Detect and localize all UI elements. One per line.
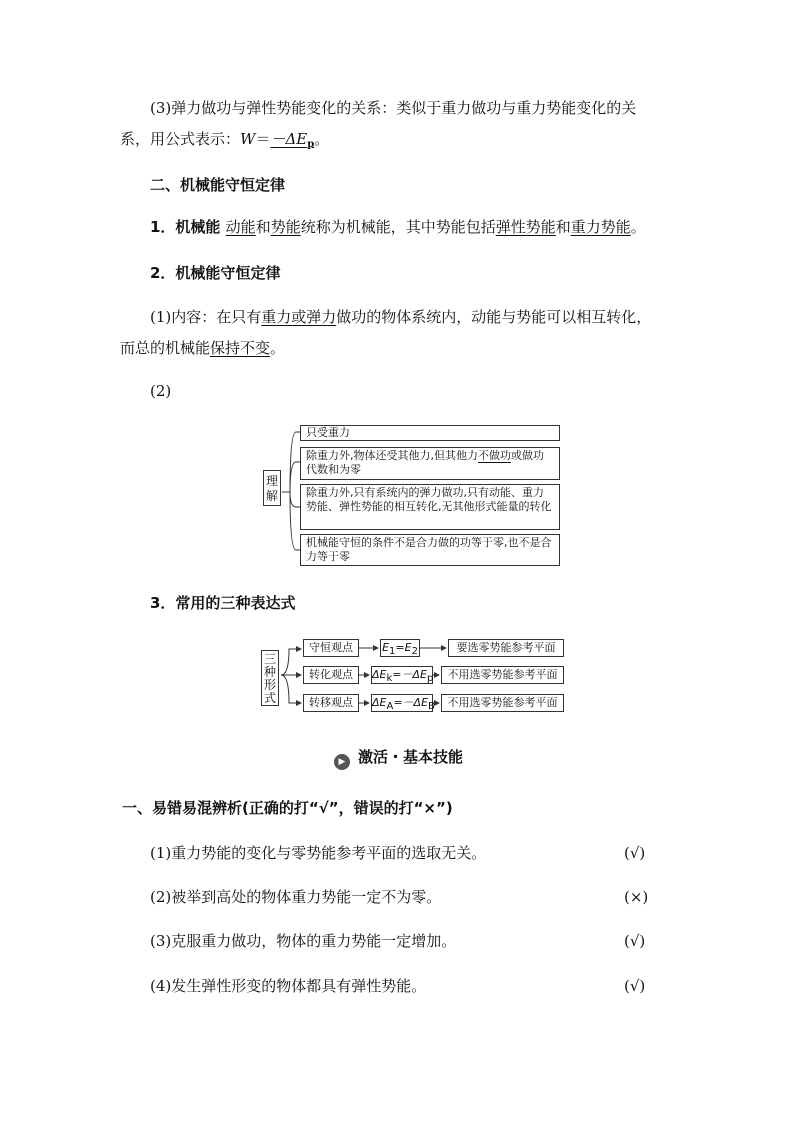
quiz-answer: (√) — [624, 844, 646, 862]
formula-box: E1=E2 — [380, 639, 420, 657]
understanding-diagram — [260, 422, 562, 568]
text: (1)内容：在只有 — [150, 308, 262, 326]
item-1 — [150, 216, 646, 238]
quiz-question: (3)克服重力做功，物体的重力势能一定增加。 — [150, 932, 457, 950]
quiz-answer: (√) — [624, 977, 646, 995]
text: 。 — [630, 218, 646, 236]
formula-variable: W — [240, 130, 256, 148]
quiz-question: (4)发生弹性形变的物体都具有弹性势能。 — [150, 977, 427, 995]
paragraph-line — [150, 97, 636, 119]
condition-box: 除重力外,只有系统内的弹力做功,只有动能、重力势能、弹性势能的相互转化,无其他形式能量的转化 — [300, 484, 560, 530]
item-2-2-label: (2) — [150, 382, 172, 400]
text: 和 — [255, 218, 271, 236]
punctuation: 。 — [314, 130, 330, 148]
item-3-title: 3．常用的三种表达式 — [150, 594, 296, 612]
content-line — [150, 306, 651, 328]
result-box: 不用选零势能参考平面 — [441, 694, 564, 712]
quiz-answer: (×) — [624, 888, 649, 906]
formula-operator: ＝ — [255, 130, 271, 148]
item-label: 1．机械能 — [150, 218, 226, 236]
result-box: 要选零势能参考平面 — [448, 639, 564, 657]
three-forms-diagram — [259, 636, 564, 716]
text: 统称为机械能，其中势能包括 — [300, 218, 496, 236]
answer-blank: 重力或弹力 — [261, 308, 337, 326]
section-header — [334, 747, 463, 767]
quiz-answer: (√) — [624, 932, 646, 950]
diagram-root-label: 三种形式 — [261, 650, 279, 706]
formula-box: ΔEk=－ΔEp — [372, 668, 434, 684]
view-box: 转化观点 — [303, 666, 359, 684]
diagram-root-label: 理解 — [263, 470, 281, 506]
answer-blank: 重力势能 — [570, 218, 631, 236]
view-box: 守恒观点 — [303, 639, 359, 657]
answer-blank: 保持不变 — [210, 339, 271, 357]
quiz-question: (1)重力势能的变化与零势能参考平面的选取无关。 — [150, 844, 487, 862]
paragraph-line — [120, 128, 329, 156]
answer-blank: 动能 — [225, 218, 256, 236]
view-box: 转移观点 — [303, 694, 359, 712]
quiz-title: 一、易错易混辨析(正确的打“√”，错误的打“×”) — [122, 799, 453, 817]
condition-box: 只受重力 — [300, 425, 560, 441]
condition-box: 机械能守恒的条件不是合力做的功等于零,也不是合力等于零 — [300, 534, 560, 566]
condition-box: 除重力外,物体还受其他力,但其他力不做功或做功代数和为零 — [300, 447, 560, 480]
play-icon: ▶ — [334, 754, 350, 770]
text: 做功的物体系统内，动能与势能可以相互转化， — [336, 308, 652, 326]
text: 。 — [270, 339, 286, 357]
result-box: 不用选零势能参考平面 — [441, 666, 564, 684]
formula-answer: $-\Delta E_p$ — [270, 130, 315, 150]
paragraph-text: (3)弹力做功与弹性势能变化的关系：类似于重力做功与重力势能变化的关 — [150, 99, 637, 117]
item-2-title: 2．机械能守恒定律 — [150, 264, 281, 282]
text: 而总的机械能 — [120, 339, 211, 357]
content-line — [120, 337, 285, 359]
quiz-question: (2)被举到高处的物体重力势能一定不为零。 — [150, 888, 442, 906]
section-title: 二、机械能守恒定律 — [150, 176, 286, 194]
answer-blank: 弹性势能 — [495, 218, 556, 236]
text: 和 — [555, 218, 571, 236]
paragraph-text: 系，用公式表示： — [120, 130, 241, 148]
section-header-text: 激活・基本技能 — [358, 748, 464, 766]
answer-blank: 势能 — [270, 218, 301, 236]
formula-box: ΔEA=－ΔEB — [372, 696, 435, 712]
